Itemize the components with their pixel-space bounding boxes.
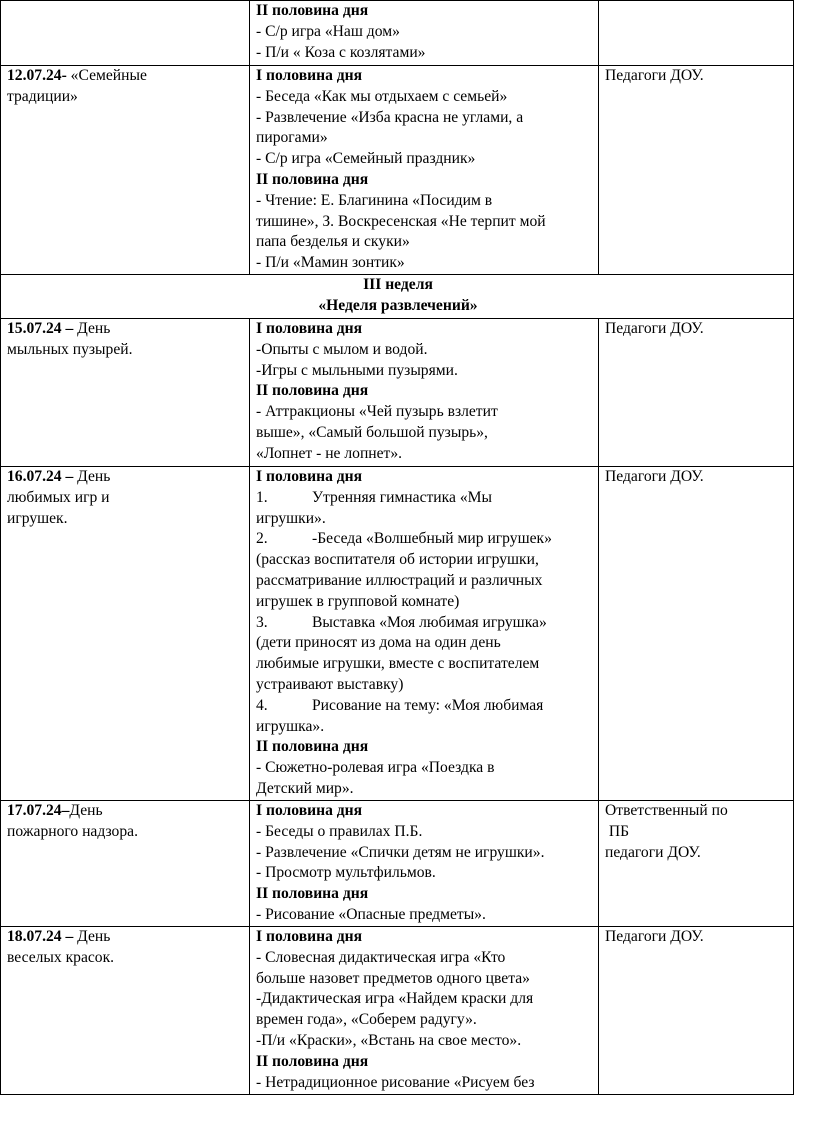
date-label: 18.07.24 – [7,927,74,945]
responsible-cell [599,1,794,66]
activity-line: пирогами» [256,129,328,147]
activity-line: игрушки». [256,509,326,527]
activities-cell [250,66,599,275]
date-cell [1,66,250,275]
section-heading: II половина дня [256,2,369,19]
list-number: 1. [256,488,268,506]
date-cell [1,466,250,800]
activity-line: Утренняя гимнастика «Мы [312,488,492,506]
list-number: 4. [256,696,268,714]
table-row [1,466,794,800]
responsible-cell [599,800,794,926]
activity-line: (дети приносят из дома на один день [256,634,501,652]
list-number: 3. [256,613,268,631]
activities-cell [250,466,599,800]
activity-line: - Нетрадиционное рисование «Рисуем без [256,1073,535,1091]
list-number: 2. [256,530,268,548]
date-cell [1,926,250,1094]
activity-line: больше назовет предметов одного цвета» [256,969,530,987]
responsible-text: ПБ [605,822,630,840]
table-row [1,800,794,926]
activities-cell [250,926,599,1094]
day-theme: игрушек. [7,509,68,527]
activity-line: - П/и «Мамин зонтик» [256,254,405,272]
section-heading: I половина дня [256,801,363,819]
activity-line: рассматривание иллюстраций и различных [256,571,543,589]
activity-line: -Опыты с мылом и водой. [256,340,428,358]
day-theme: любимых игр и [7,488,110,506]
day-theme: День [73,927,111,945]
section-heading: II половина дня [256,170,369,188]
activity-line: - С/р игра «Семейный праздник» [256,150,476,168]
activity-line: Детский мир». [256,779,354,797]
responsible-text: Педагоги ДОУ. [605,467,704,485]
section-heading: I половина дня [256,67,363,84]
responsible-cell [599,318,794,466]
activity-line: папа безделья и скуки» [256,233,410,251]
table-row [1,66,794,275]
week-subtitle: «Неделя развлечений» [318,296,478,314]
activity-line: устраивают выставку) [256,675,404,693]
week-header-cell [1,274,794,318]
day-theme: День [73,319,111,337]
activities-cell [250,800,599,926]
activity-line: - Просмотр мультфильмов. [256,864,436,882]
date-label: 12.07.24- [7,67,67,84]
activities-cell [250,1,599,66]
section-heading: I половина дня [256,927,363,945]
week-title: III неделя [363,275,433,293]
day-theme: традиции» [7,87,78,105]
day-theme: День [73,467,111,485]
day-theme: «Семейные [66,67,147,84]
responsible-text: Педагоги ДОУ. [605,319,704,337]
activity-line: -П/и «Краски», «Встань на свое место». [256,1031,522,1049]
responsible-text: Педагоги ДОУ. [605,67,704,84]
table-row [1,318,794,466]
week-header-row [1,274,794,318]
responsible-text: Педагоги ДОУ. [605,927,704,945]
activity-line: - Рисование «Опасные предметы». [256,905,486,923]
activity-line: Рисование на тему: «Моя любимая [312,696,544,714]
activity-line: времен года», «Соберем радугу». [256,1011,477,1029]
activity-line: тишине», З. Воскресенская «Не терпит мой [256,212,546,230]
activity-line: -Игры с мыльными пузырями. [256,361,458,379]
section-heading: II половина дня [256,738,369,756]
activity-line: - Беседа «Как мы отдыхаем с семьей» [256,87,508,105]
section-heading: II половина дня [256,1052,369,1070]
date-cell [1,1,250,66]
section-heading: I половина дня [256,467,363,485]
day-theme: пожарного надзора. [7,822,138,840]
activities-cell [250,318,599,466]
activity-line: - С/р игра «Наш дом» [256,22,400,40]
activity-line: - Развлечение «Спички детям не игрушки». [256,843,545,861]
table-row [1,1,794,66]
activity-line: (рассказ воспитателя об истории игрушки, [256,551,539,569]
day-theme: веселых красок. [7,948,115,966]
responsible-text: педагоги ДОУ. [605,843,701,861]
day-theme: День [69,801,103,819]
table-row [1,926,794,1094]
activity-line: игрушка». [256,717,325,735]
activity-line: -Дидактическая игра «Найдем краски для [256,990,534,1008]
activity-line: Выставка «Моя любимая игрушка» [312,613,547,631]
responsible-text: Ответственный по [605,801,728,819]
activity-line: любимые игрушки, вместе с воспитателем [256,655,540,673]
date-label: 16.07.24 – [7,467,74,485]
activity-line: - Аттракционы «Чей пузырь взлетит [256,403,498,421]
responsible-cell [599,466,794,800]
day-theme: мыльных пузырей. [7,340,133,358]
date-cell [1,800,250,926]
activity-line: - Развлечение «Изба красна не углами, а [256,108,524,126]
responsible-cell [599,926,794,1094]
date-label: 17.07.24– [7,801,70,819]
section-heading: I половина дня [256,319,363,337]
activity-line: «Лопнет - не лопнет». [256,444,403,462]
activity-line: - П/и « Коза с козлятами» [256,43,426,61]
activity-line: - Словесная дидактическая игра «Кто [256,948,506,966]
section-heading: II половина дня [256,885,369,903]
activity-line: игрушек в групповой комнате) [256,592,460,610]
date-label: 15.07.24 – [7,319,74,337]
date-cell [1,318,250,466]
activity-line: выше», «Самый большой пузырь», [256,423,488,441]
responsible-cell [599,66,794,275]
activity-line: - Беседы о правилах П.Б. [256,822,423,840]
activity-line: -Беседа «Волшебный мир игрушек» [312,530,552,548]
section-heading: II половина дня [256,382,369,400]
activity-line: - Сюжетно-ролевая игра «Поездка в [256,759,495,777]
activity-line: - Чтение: Е. Благинина «Посидим в [256,191,493,209]
